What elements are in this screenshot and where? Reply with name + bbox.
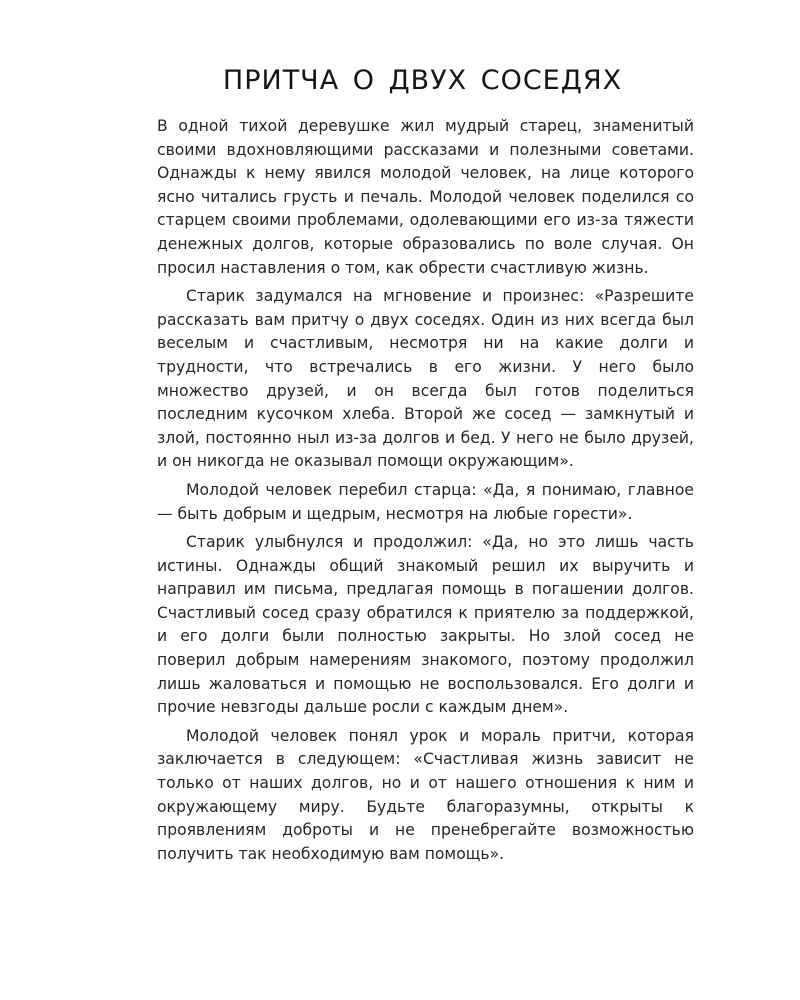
paragraph-3: Молодой человек перебил старца: «Да, я понимаю, главное — быть добрым и щедрым, несмотря на любые горести». xyxy=(157,480,694,523)
paragraph-2: Старик задумался на мгновение и произнес: «Разрешите рассказать вам притчу о двух соседях. Один из них всегда был веселым и счастливым, несмотря ни на какие долги и трудности, что встречались в его жизни. У него было множество друзей, и он всегда был готов поделиться последним кусочком хлеба. Второй же сосед — замкнутый и злой, постоянно ныл из-за долгов и бед. У него не было друзей, и он никогда не оказывал помощи окружающим». xyxy=(157,287,694,471)
story-text xyxy=(157,115,694,866)
paragraph-4: Старик улыбнулся и продолжил: «Да, но это лишь часть истины. Однажды общий знакомый решил их выручить и направил им письма, предлагая помощь в погашении долгов. Счастливый сосед сразу обратился к приятелю за поддержкой, и его долги были полностью закрыты. Но злой сосед не поверил добрым намерениям знакомого, поэтому продолжил лишь жаловаться и помощью не воспользовался. Его долги и прочие невзгоды дальше росли с каждым днем». xyxy=(157,533,694,717)
page-title: ПРИТЧА О ДВУХ СОСЕДЯХ xyxy=(222,65,623,96)
paragraph-5: Молодой человек понял урок и мораль притчи, которая заключается в следующем: «Счастливая жизнь зависит не только от наших долгов, но и от нашего отношения к ним и окружающему миру. Будьте благоразумны, открыты к проявлениям доброты и не пренебрегайте возможностью получить так необходимую вам помощь». xyxy=(157,726,694,863)
book-page xyxy=(157,64,694,871)
paragraph-1: В одной тихой деревушке жил мудрый старец, знаменитый своими вдохновляющими рассказами и полезными советами. Однажды к нему явился молодой человек, на лице которого ясно читались грусть и печаль. Молодой человек поделился со старцем своими проблемами, одолевающими его из-за тяжести денежных долгов, которые образовались по воле случая. Он просил наставления о том, как обрести счастливую жизнь. xyxy=(157,117,694,277)
